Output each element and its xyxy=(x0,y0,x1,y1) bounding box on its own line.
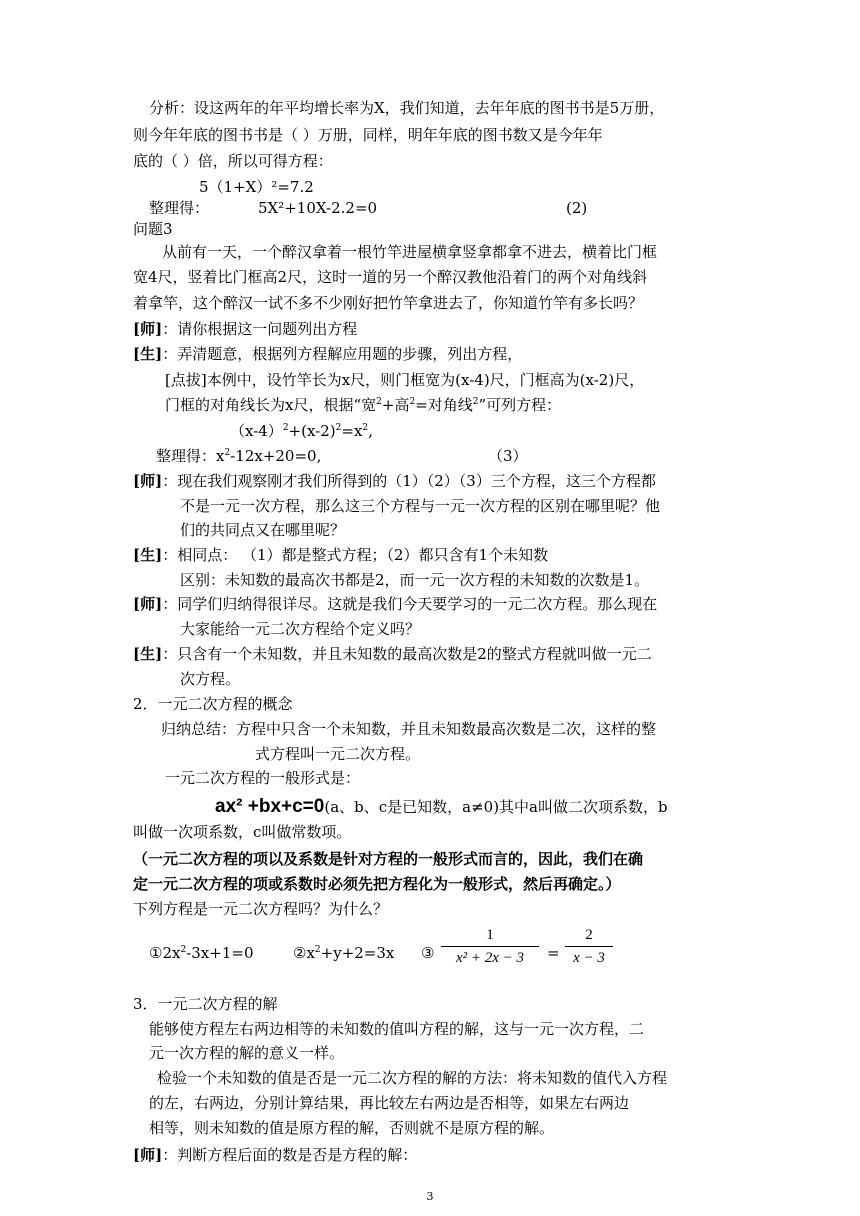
equation-2-label: 整理得： xyxy=(149,199,210,217)
equation-2-number: (2) xyxy=(566,199,588,217)
fraction-left-denominator: x² + 2x − 3 xyxy=(455,950,525,966)
general-form-intro: 一元二次方程的一般形式是： xyxy=(165,769,361,787)
teacher-prompt-2-line-3: 们的共同点又在哪里呢？ xyxy=(180,521,346,539)
solution-line-1: 能够使方程左右两边相等的未知数的值叫方程的解，这与一元一次方程，二 xyxy=(149,1020,645,1038)
general-form-description: (a、b、c是已知数，a≠0)其中a叫做二次项系数，b xyxy=(324,798,668,816)
section-2-heading: 2．一元二次方程的概念 xyxy=(133,695,293,713)
summary-line-2: 式方程叫一元二次方程。 xyxy=(255,745,421,763)
ex1-part-b: -3x+1=0 xyxy=(186,944,254,962)
teacher-prompt-2 xyxy=(133,471,656,492)
superscript: 2 xyxy=(180,945,187,955)
analysis-line-1: 分析：设这两年的年平均增长率为X，我们知道，去年年底的图书书是5万册， xyxy=(149,99,665,117)
check-line-3: 相等，则未知数的值是原方程的解，否则就不是原方程的解。 xyxy=(149,1119,555,1137)
fraction-left xyxy=(441,925,539,968)
summary-line-1: 归纳总结：方程中只含一个未知数，并且未知数最高次数是二次，这样的整 xyxy=(161,720,657,738)
student-reply-2-line-2: 区别：未知数的最高次书都是2，而一元一次方程的未知数的次数是1。 xyxy=(180,571,650,589)
general-form-line xyxy=(215,795,668,819)
fraction-bar xyxy=(441,946,539,947)
exercise-2 xyxy=(293,943,394,964)
fraction-right xyxy=(565,925,613,968)
superscript: 2 xyxy=(409,397,416,407)
superscript: 2 xyxy=(314,945,321,955)
fraction-right-denominator: x − 3 xyxy=(573,950,605,966)
teacher-prompt-1 xyxy=(133,319,357,340)
student-reply-3 xyxy=(133,644,652,665)
note-line-2: 定一元二次方程的项或系数时必须先把方程化为一般形式，然后再确定。） xyxy=(133,875,621,893)
solution-line-2: 元一次方程的解的意义一样。 xyxy=(149,1044,345,1062)
superscript: 2 xyxy=(376,397,382,407)
equation-1: 5（1+X）²=7.2 xyxy=(199,178,314,196)
teacher-text: ：现在我们观察刚才我们所得到的（1）（2）（3）三个方程，这三个方程都 xyxy=(162,472,656,490)
eq3-part-d: , xyxy=(368,422,373,440)
eq3-part-c: =x xyxy=(341,422,363,440)
hint-text-d: ”可列方程： xyxy=(478,396,562,414)
hint-line-2 xyxy=(165,395,561,416)
equation-3 xyxy=(230,421,373,442)
eq3-part-a: （x-4） xyxy=(230,422,283,440)
student-tag: [生] xyxy=(133,345,163,363)
student-text: ：只含有一个未知数，并且未知数的最高次数是2的整式方程就叫做一元二 xyxy=(162,645,652,663)
general-form-line-2: 叫做一次项系数，c叫做常数项。 xyxy=(133,823,352,841)
superscript: 2 xyxy=(362,423,369,433)
superscript: 2 xyxy=(335,423,342,433)
check-line-2: 的左，右两边，分别计算结果，再比较左右两边是否相等，如果左右两边 xyxy=(149,1094,630,1112)
page-number: 3 xyxy=(426,1190,434,1203)
fraction-left-numerator: 1 xyxy=(486,927,494,943)
problem-3-line-1: 从前有一天，一个醉汉拿着一根竹竿进屋横拿竖拿都拿不进去，横着比门框 xyxy=(162,243,658,261)
check-line-1: 检验一个未知数的值是否是一元二次方程的解的方法：将未知数的值代入方程 xyxy=(157,1069,668,1087)
exercise-question: 下列方程是一元二次方程吗？为什么？ xyxy=(133,900,389,918)
problem-3-line-3: 着拿竿，这个醉汉一试不多不少刚好把竹竿拿进去了，你知道竹竿有多长吗？ xyxy=(133,294,644,312)
ex2-part-a: ②x xyxy=(293,944,315,962)
hint-text-a: 门框的对角线长为x尺，根据“宽 xyxy=(165,396,377,414)
eq3-part-b: +(x-2) xyxy=(288,422,336,440)
student-reply-2 xyxy=(133,545,548,566)
problem-3-line-2: 宽4尺，竖着比门框高2尺，这时一道的另一个醉汉教他沿着门的两个对角线斜 xyxy=(133,268,648,286)
teacher-prompt-2-line-2: 不是一元一次方程，那么这三个方程与一元一次方程的区别在哪里呢？他 xyxy=(180,497,661,515)
student-reply-3-line-2: 次方程。 xyxy=(180,670,241,688)
teacher-text: ：请你根据这一问题列出方程 xyxy=(162,320,358,338)
student-text: ：相同点： （1）都是整式方程；（2）都只含有1个未知数 xyxy=(162,546,549,564)
teacher-tag: [师] xyxy=(133,595,163,613)
fraction-bar xyxy=(565,946,613,947)
hint-text-b: +高 xyxy=(381,396,410,414)
problem-3-heading: 问题3 xyxy=(133,220,173,238)
superscript: 2 xyxy=(472,397,479,407)
teacher-text: ：同学们归纳得很详尽。这就是我们今天要学习的一元二次方程。那么现在 xyxy=(162,595,658,613)
hint-text-c: =对角线 xyxy=(415,396,473,414)
superscript: 2 xyxy=(282,423,289,433)
student-text: ：弄清题意，根据列方程解应用题的步骤，列出方程， xyxy=(162,345,523,363)
note-line-1: （一元二次方程的项以及系数是针对方程的一般形式而言的，因此，我们在确 xyxy=(133,850,644,868)
teacher-text: ：判断方程后面的数是否是方程的解： xyxy=(162,1146,418,1164)
superscript: 2 xyxy=(224,448,231,458)
teacher-tag: [师] xyxy=(133,1146,163,1164)
eq4-label: 整理得：x xyxy=(156,447,225,465)
hint-line-1: [点拔]本例中，设竹竿长为x尺，则门框宽为(x-4)尺，门框高为(x-2)尺， xyxy=(165,371,645,389)
teacher-prompt-3 xyxy=(133,594,657,615)
exercise-1 xyxy=(149,943,253,964)
student-tag: [生] xyxy=(133,546,163,564)
equation-4 xyxy=(156,446,321,467)
ex2-part-b: +y+2=3x xyxy=(320,944,395,962)
teacher-prompt-3-line-2: 大家能给一元二次方程给个定义吗？ xyxy=(180,620,421,638)
teacher-tag: [师] xyxy=(133,472,163,490)
equation-4-number: （3） xyxy=(488,447,528,465)
equation-2: 5X²+10X-2.2=0 xyxy=(258,199,378,217)
general-form-equation: ax² +bx+c=0 xyxy=(215,796,325,817)
teacher-prompt-4 xyxy=(133,1145,417,1166)
exercise-3-marker: ③ xyxy=(421,944,435,962)
eq4-rest: -12x+20=0, xyxy=(230,447,322,465)
fraction-right-numerator: 2 xyxy=(585,927,593,943)
section-3-heading: 3．一元二次方程的解 xyxy=(133,995,278,1013)
teacher-tag: [师] xyxy=(133,320,163,338)
analysis-line-2: 则今年年底的图书书是（ ）万册，同样，明年年底的图书数又是今年年 xyxy=(133,126,603,144)
ex1-part-a: ①2x xyxy=(149,944,181,962)
equals-sign: = xyxy=(547,944,560,962)
student-reply-1 xyxy=(133,344,522,365)
analysis-line-3: 底的（ ）倍，所以可得方程： xyxy=(133,152,333,170)
student-tag: [生] xyxy=(133,645,163,663)
